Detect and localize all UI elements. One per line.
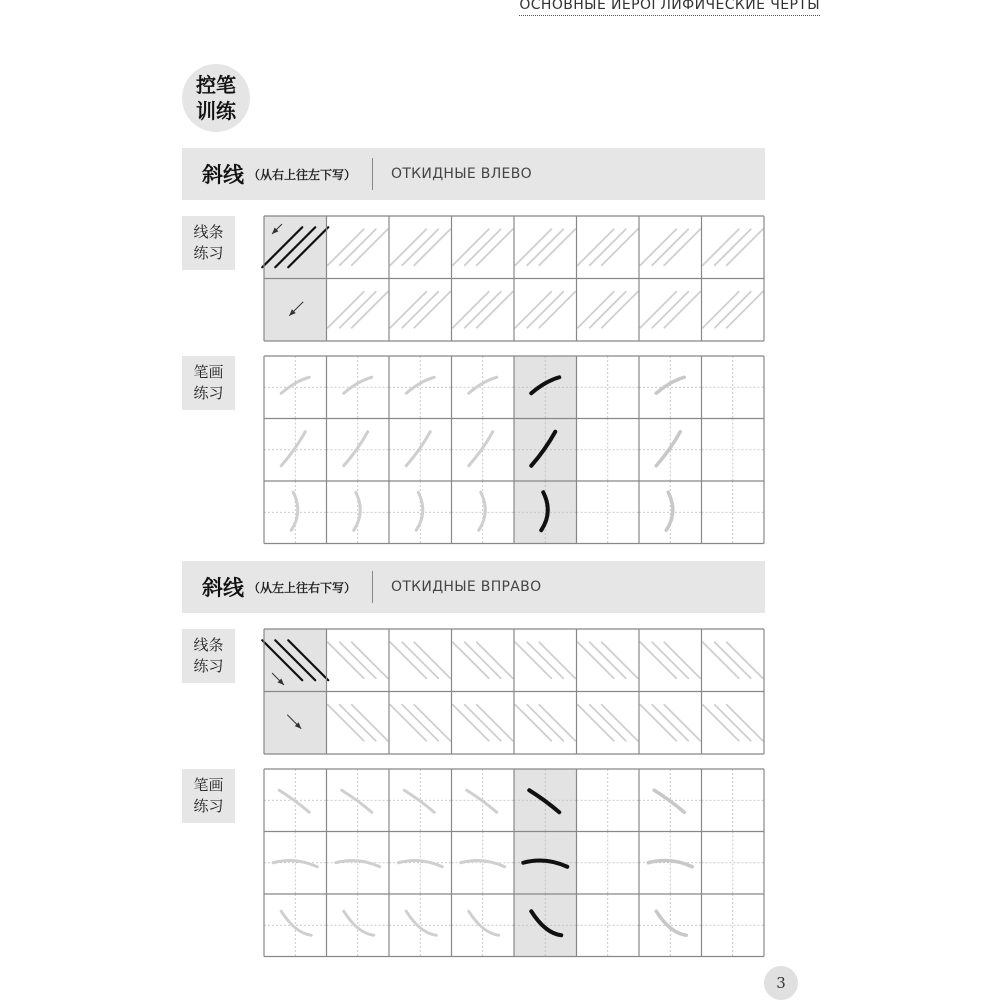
stroke-trace xyxy=(279,790,309,812)
stroke-trace xyxy=(281,432,305,466)
label-line-2: 练习 xyxy=(193,657,224,675)
section-badge xyxy=(182,64,250,132)
stroke-trace xyxy=(354,492,361,530)
line-practice-grid-left xyxy=(264,216,765,342)
stroke-trace xyxy=(344,432,368,466)
line-practice-label xyxy=(182,216,235,270)
running-header: ОСНОВНЫЕ ИЕРОГЛИФИЧЕСКИЕ ЧЕРТЫ xyxy=(519,0,820,16)
stroke-trace xyxy=(406,911,436,935)
stroke-practice-grid-left xyxy=(264,356,765,544)
stroke-trace xyxy=(656,377,684,393)
stroke-trace xyxy=(469,432,493,466)
banner-subtitle-cn: （从右上往左下写） xyxy=(248,167,357,182)
banner-title-ru: ОТКИДНЫЕ ВПРАВО xyxy=(391,579,542,595)
stroke-trace xyxy=(666,492,673,530)
stroke-practice-label xyxy=(182,769,235,823)
stroke-practice-grid-right xyxy=(264,769,765,957)
label-line-1: 笔画 xyxy=(193,776,224,794)
stroke-trace xyxy=(416,492,423,530)
stroke-trace xyxy=(404,790,434,812)
banner-title-cn: 斜线 xyxy=(202,162,244,187)
stroke-practice-label xyxy=(182,356,235,410)
page-number: 3 xyxy=(764,966,798,1000)
line-practice-label xyxy=(182,629,235,683)
stroke-trace xyxy=(654,790,684,812)
section-banner-right xyxy=(182,561,765,613)
line-practice-grid-right xyxy=(264,629,765,755)
banner-divider xyxy=(372,571,373,603)
label-line-2: 练习 xyxy=(193,797,224,815)
banner-subtitle-cn: （从左上往右下写） xyxy=(248,580,357,595)
label-line-2: 练习 xyxy=(193,244,224,262)
label-line-1: 笔画 xyxy=(193,363,224,381)
stroke-trace xyxy=(467,790,497,812)
badge-line-1: 控笔 xyxy=(196,73,236,97)
stroke-trace xyxy=(479,492,486,530)
stroke-trace xyxy=(406,432,430,466)
banner-title-ru: ОТКИДНЫЕ ВЛЕВО xyxy=(391,166,532,182)
badge-line-2: 训练 xyxy=(196,99,236,123)
stroke-trace xyxy=(656,911,686,935)
stroke-trace xyxy=(281,911,311,935)
banner-title-cn: 斜线 xyxy=(202,575,244,600)
stroke-trace xyxy=(469,911,499,935)
stroke-trace xyxy=(344,911,374,935)
stroke-trace xyxy=(342,790,372,812)
label-line-1: 线条 xyxy=(193,223,224,241)
section-banner-left xyxy=(182,148,765,200)
label-line-2: 练习 xyxy=(193,384,224,402)
stroke-trace xyxy=(291,492,298,530)
label-line-1: 线条 xyxy=(193,636,224,654)
stroke-trace xyxy=(656,432,680,466)
banner-divider xyxy=(372,158,373,190)
